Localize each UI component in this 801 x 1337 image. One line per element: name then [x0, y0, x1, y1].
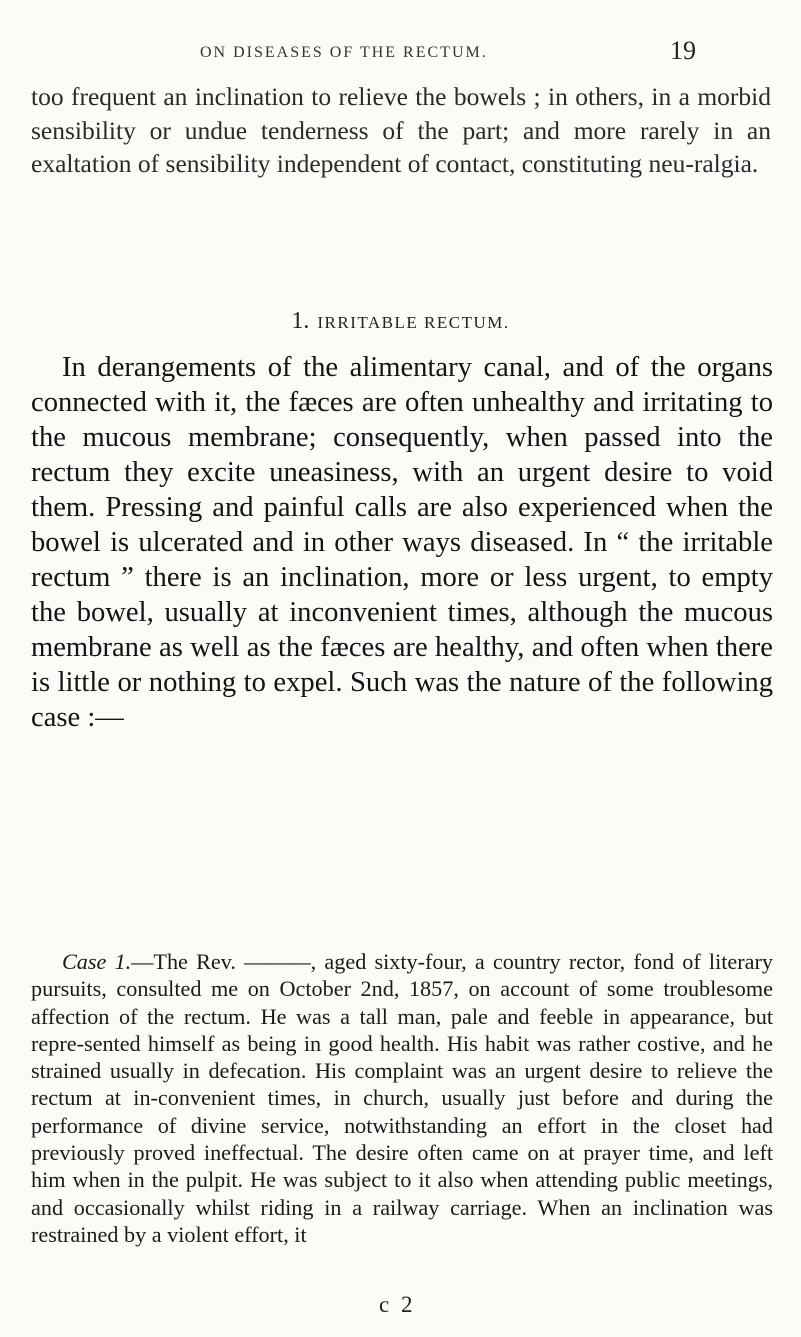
- running-head: ON DISEASES OF THE RECTUM.: [200, 44, 488, 61]
- case-report: [31, 948, 773, 1248]
- section-title: IRRITABLE RECTUM.: [317, 313, 510, 332]
- body-paragraph: [31, 350, 773, 735]
- section-number: 1.: [291, 308, 310, 334]
- signature-mark: c 2: [379, 1292, 416, 1317]
- body-text: In derangements of the alimentary canal, and of the organs connected with it, the fæces are often unhealthy and irritating to the mucous membrane; consequently, when passed into the rectum they excite uneasiness, with an urgent desire to void them. Pressing and painful calls are also experienced when the bowel is ulcerated and in other ways diseased. In “ the irritable rectum ” there is an inclination, more or less urgent, to empty the bowel, usually at inconvenient times, although the mucous membrane as well as the fæces are healthy, and often when there is little or nothing to expel. Such was the nature of the following case :—: [31, 352, 773, 733]
- section-heading: [0, 308, 801, 335]
- case-paragraph: [31, 948, 773, 1248]
- case-label: Case 1.: [62, 949, 132, 974]
- case-text: —The Rev. ———, aged sixty-four, a country rector, fond of literary pursuits, consulted me on October 2nd, 1857, on account of some troublesome affection of the rectum. He was a tall man, pale and feeble in appearance, but repre-sented himself as being in good health. His habit was rather costive, and he strained usually in defecation. His complaint was an urgent desire to relieve the rectum at in-convenient times, in church, usually just before and during the performance of divine service, notwithstanding an effort in the closet had previously proved ineffectual. The desire often came on at prayer time, and left him when in the pulpit. He was subject to it also when attending public meetings, and occasionally whilst riding in a railway carriage. When an inclination was restrained by a violent effort, it: [31, 949, 773, 1247]
- intro-paragraph: [31, 80, 771, 181]
- page-number: 19: [670, 36, 696, 65]
- intro-text: too frequent an inclination to relieve the bowels ; in others, in a morbid sensibility or undue tenderness of the part; and more rarely in an exaltation of sensibility independent of contact, constituting neu-ralgia.: [31, 82, 771, 178]
